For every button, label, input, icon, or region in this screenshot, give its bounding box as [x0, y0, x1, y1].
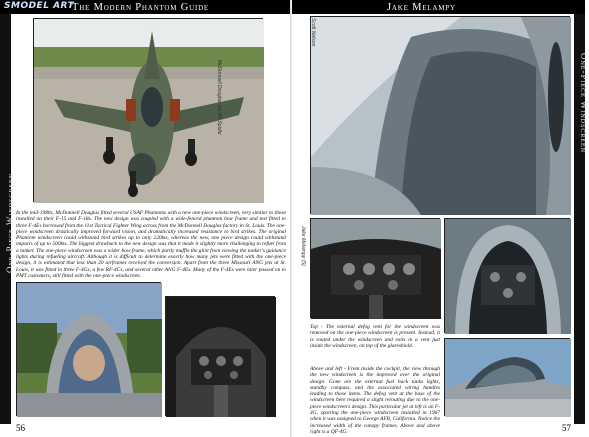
right-page-number: 57: [562, 423, 571, 433]
phantom-jet-illustration: [34, 19, 264, 203]
windscreen-closeup-photo: [310, 16, 570, 214]
canopy-illustration: [17, 283, 162, 417]
left-page-number: 56: [16, 423, 25, 433]
rear-cockpit-illustration: [445, 219, 571, 334]
left-header-title: The Modern Phantom Guide: [72, 2, 209, 13]
right-side-label: One-Piece Windscreen: [579, 52, 589, 154]
right-top-caption: Top - The external defog vent for the windscreen was removed on the one-piece windscreen is present. Instead, it is routed under the windscreen and exits in a vent just inside the windscreen, on top of the glareshield.: [310, 324, 440, 349]
left-photo-credit: McDonnell Douglas via Bill Spidle: [216, 60, 222, 135]
right-header-bar: [292, 0, 585, 14]
rear-cockpit-photo: [444, 218, 570, 333]
left-side-strip: [0, 14, 16, 424]
cockpit-interior-photo: [165, 296, 275, 416]
cockpit-panel-illustration: [311, 219, 441, 319]
left-body-text: In the mid-1980s, McDonnell Douglas fitted several USAF Phantoms with a new one-piece windscreen, very similar to those installed on their F-15 and F-18s. The new design was coupled with a wide-fenced phantom bow frame and test fitted to three F-4Es borrowed from the 11st Tactical Fighter Wing across from the McDonnell Douglas factory in St. Louis. The one-piece windscreen drastically improved forward vision, and dramatically increased resistance to bird strikes. The original Phantom windscreen could withstand bird strikes up to only 220kts, whereas the new, one piece design could withstand impacts of up to 500kts. The biggest drawback to the new design was that it made it slightly more challenging to refuel from a tanker. The one-piece windscreen was a wider bow frame, which partly muffle the glint from viewing the tanker's guidance lights during refueling aircraft. Although it is difficult to determine exactly how many jets were fitted with the one-piece design, it is estimated that less than 20 airframes received the conversion. Apart from the three Missouri ANG jets at St. Louis, it was fitted in three F-4Gs, a few RF-4Cs, and several other ANG F-4Es. Many of the F-4Es were later passed on to PMT customers, still fitted with the one-piece windscreen.: [16, 210, 286, 279]
right-top-photo-credit: Scott Nelson: [310, 18, 316, 47]
cockpit-illustration: [166, 297, 276, 417]
magazine-logo: SMODEL ART: [4, 1, 75, 11]
right-bottom-caption: Above and left - From inside the cockpit, the view through the new windscreen is the improved over the original design. Gone are the external fuel back tanks lights, standby compass, and the associated wiring handles leading to those items. The defog vent at the base of the windscreen here required a slight rerouting due to the one-piece windscreen's design. This particular jet at left is an F-4G, sporting the one-piece windscreen installed in 1967 when it was assigned to George AFB, California. Notice the increased width of the canopy frames. Above and above right is a QF-4G.: [310, 366, 440, 435]
phantom-hero-photo: [33, 18, 263, 202]
right-page: [292, 0, 589, 437]
cockpit-panel-photo: [310, 218, 440, 318]
left-side-label: One-Piece Windscreen: [5, 172, 16, 274]
left-header-bar: [0, 0, 292, 14]
qf4g-canopy-illustration: [445, 339, 571, 417]
left-page: [0, 0, 292, 437]
right-side-strip: [574, 14, 589, 424]
windscreen-illustration: [311, 17, 571, 215]
right-header-title: Jake Melampy: [387, 2, 456, 13]
qf4g-canopy-photo: [444, 338, 570, 416]
right-mid-photo-credit: Jake Melampy (5): [300, 226, 306, 266]
canopy-front-photo: [16, 282, 161, 416]
